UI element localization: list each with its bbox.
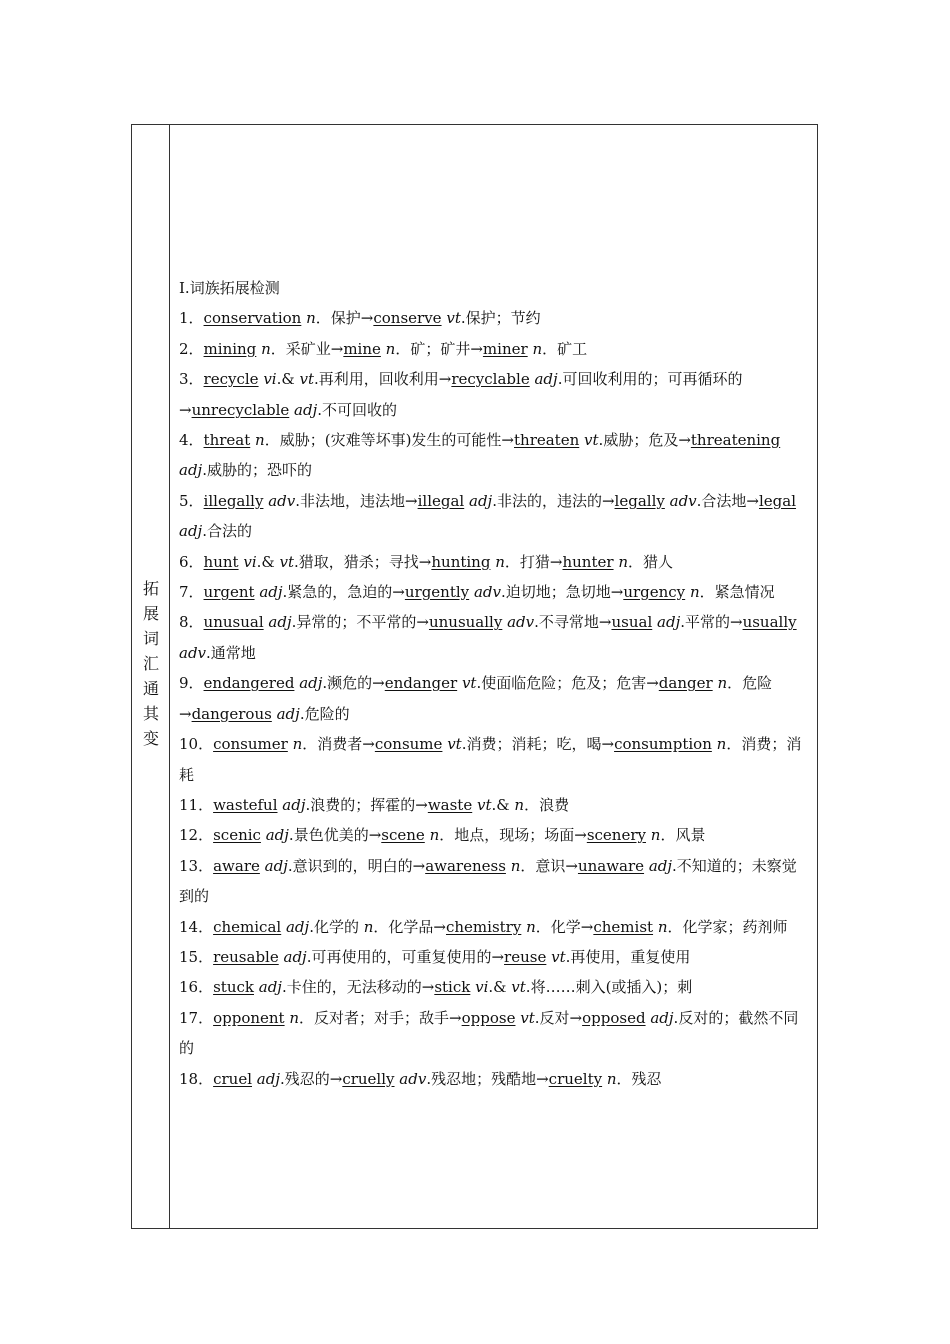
entry-text: .可再使用的，可重复使用的→: [306, 947, 505, 966]
answer-word: recyclable: [451, 370, 530, 389]
answer-word: oppose: [461, 1008, 516, 1027]
part-of-speech: n: [514, 795, 525, 814]
answer-word: chemistry: [445, 917, 522, 936]
entry-text: ．化学品→: [373, 917, 446, 936]
answer-word: urgent: [203, 583, 255, 602]
answer-word: wasteful: [213, 795, 278, 814]
answer-word: stuck: [213, 978, 254, 997]
part-of-speech: n: [289, 1008, 300, 1027]
answer-word: danger: [658, 674, 713, 693]
answer-word: waste: [427, 795, 473, 814]
answer-word: recycle: [203, 370, 259, 389]
answer-word: illegal: [417, 491, 465, 510]
answer-word: reusable: [213, 947, 279, 966]
part-of-speech: n: [606, 1069, 617, 1088]
part-of-speech: vt: [511, 978, 526, 997]
entry-text: .卡住的，无法移动的→: [281, 978, 435, 997]
part-of-speech: n: [292, 735, 303, 754]
part-of-speech: adv: [669, 491, 697, 510]
entry-text: .&: [488, 978, 512, 997]
answer-word: stick: [434, 978, 471, 997]
entry-text: 11．: [179, 795, 214, 814]
answer-word: consumption: [614, 735, 712, 754]
entry-text: .合法的: [202, 522, 252, 541]
part-of-speech: adj: [179, 522, 203, 541]
entry-text: .再使用，重复使用: [565, 947, 691, 966]
part-of-speech: n: [495, 552, 505, 571]
entry-text: ．风景: [660, 826, 706, 845]
word-family-entry: [179, 364, 811, 425]
entry-text: 18．: [179, 1069, 214, 1088]
part-of-speech: adv: [179, 643, 207, 662]
entry-text: .威胁；危及→: [598, 431, 691, 450]
entry-text: .非法的，违法的→: [492, 491, 615, 510]
side-label-char: 汇: [142, 654, 159, 673]
side-label-cell: [132, 125, 170, 1228]
entry-text: .使面临危险；危及；危害→: [476, 674, 659, 693]
part-of-speech: adj: [534, 370, 558, 389]
part-of-speech: adv: [473, 583, 501, 602]
entry-text: .反对的；截然不同的: [179, 1008, 799, 1058]
part-of-speech: adj: [179, 461, 203, 480]
part-of-speech: n: [689, 583, 700, 602]
part-of-speech: n: [261, 339, 271, 358]
entry-text: 6．: [179, 552, 204, 571]
answer-word: scenic: [213, 826, 261, 845]
part-of-speech: adj: [469, 491, 493, 510]
word-family-entry: [179, 820, 811, 850]
worksheet-table: [131, 124, 818, 1229]
part-of-speech: vt: [447, 735, 462, 754]
entry-text: .异常的；不平常的→: [291, 613, 429, 632]
entry-text: .意识到的，明白的→: [287, 856, 426, 875]
word-family-entry: [179, 668, 811, 729]
part-of-speech: n: [255, 431, 265, 450]
part-of-speech: vt: [461, 674, 477, 693]
entry-text: .通常地: [206, 643, 256, 662]
entry-text: .危险的: [299, 704, 350, 723]
answer-word: unaware: [577, 856, 645, 875]
part-of-speech: adj: [285, 917, 310, 936]
entry-text: ．残忍: [616, 1069, 662, 1088]
entry-text: 8．: [179, 613, 204, 632]
entry-text: ．紧急情况: [699, 583, 775, 602]
entry-text: .再利用，回收利用→: [314, 370, 452, 389]
entry-text: .可回收利用的；可再循环的→: [179, 370, 743, 419]
part-of-speech: adj: [294, 400, 318, 419]
answer-word: mine: [343, 339, 381, 358]
entry-text: 17．: [179, 1008, 214, 1027]
entry-text: ．消费；消耗: [179, 735, 802, 784]
side-label-char: 其: [142, 704, 159, 723]
word-family-entry: [179, 729, 811, 790]
answer-word: chemist: [593, 917, 654, 936]
answer-word: consume: [374, 735, 443, 754]
entry-text: 9．: [179, 674, 204, 693]
answer-word: legally: [614, 491, 665, 510]
answer-word: endanger: [384, 674, 458, 693]
entry-text: .威胁的；恐吓的: [202, 461, 312, 480]
side-label-char: 通: [142, 679, 159, 698]
answer-word: threaten: [514, 431, 580, 450]
entry-text: 5．: [179, 491, 204, 510]
section-heading: Ⅰ.词族拓展检测: [179, 279, 280, 297]
side-label-char: 变: [142, 729, 159, 748]
entry-text: .不知道的；未察觉到的: [179, 856, 797, 906]
part-of-speech: vt: [520, 1008, 535, 1027]
entry-text: ．猎人: [628, 552, 674, 571]
entry-text: .濒危的→: [322, 674, 385, 693]
part-of-speech: adj: [256, 1069, 280, 1088]
answer-word: hunter: [562, 552, 614, 571]
answer-word: opposed: [582, 1008, 646, 1027]
answer-word: cruelly: [342, 1069, 395, 1088]
entry-text: 12．: [179, 826, 214, 845]
part-of-speech: n: [650, 826, 661, 845]
word-family-entry: [179, 1064, 811, 1094]
answer-word: mining: [203, 339, 257, 358]
part-of-speech: adj: [268, 613, 292, 632]
entry-text: 14．: [179, 917, 214, 936]
answer-word: endangered: [203, 674, 295, 693]
entry-text: .将……刺入(或插入)；刺: [525, 978, 693, 997]
part-of-speech: adj: [259, 583, 283, 602]
entry-text: 15．: [179, 947, 214, 966]
entry-text: .&: [256, 552, 280, 571]
word-family-entry: [179, 486, 811, 547]
entry-text: .紧急的，急迫的→: [282, 583, 405, 602]
part-of-speech: n: [618, 552, 628, 571]
answer-word: threat: [203, 431, 251, 450]
word-family-entry: [179, 577, 811, 607]
answer-word: urgency: [623, 583, 686, 602]
answer-word: reuse: [504, 947, 547, 966]
part-of-speech: n: [306, 309, 316, 328]
word-family-entry: [179, 334, 811, 364]
entry-text: .残忍地；残酷地→: [426, 1069, 549, 1088]
entry-text: 2．: [179, 339, 204, 358]
answer-word: cruel: [213, 1069, 252, 1088]
entry-text: 16．: [179, 978, 214, 997]
answer-word: miner: [482, 339, 528, 358]
part-of-speech: n: [657, 917, 668, 936]
entry-text: ．矿；矿井→: [395, 339, 483, 358]
answer-word: hunting: [431, 552, 491, 571]
entry-text: .不寻常地→: [534, 613, 612, 632]
part-of-speech: n: [526, 917, 536, 936]
answer-word: dangerous: [191, 704, 272, 723]
answer-word: threatening: [690, 431, 781, 450]
part-of-speech: n: [363, 917, 374, 936]
entry-text: ．地点，现场；场面→: [439, 826, 587, 845]
answer-word: unrecyclable: [191, 400, 290, 419]
answer-word: aware: [213, 856, 260, 875]
part-of-speech: vt: [584, 431, 599, 450]
word-family-entry: [179, 425, 811, 486]
entry-text: ．意识→: [520, 856, 578, 875]
answer-word: conserve: [373, 309, 442, 328]
answer-word: consumer: [213, 735, 288, 754]
entry-text: .&: [276, 370, 300, 389]
part-of-speech: adv: [399, 1069, 427, 1088]
part-of-speech: vt: [477, 795, 492, 814]
answer-word: chemical: [213, 917, 282, 936]
entry-text: ．化学家；药剂师: [667, 917, 788, 936]
entry-text: .迫切地；急切地→: [500, 583, 624, 602]
part-of-speech: vt: [551, 947, 566, 966]
part-of-speech: adj: [258, 978, 282, 997]
part-of-speech: vi: [263, 370, 277, 389]
word-family-entry: [179, 972, 811, 1002]
part-of-speech: vt: [299, 370, 315, 389]
answer-word: hunt: [203, 552, 239, 571]
side-label-char: 拓: [142, 579, 159, 598]
entry-text: 3．: [179, 370, 204, 389]
entry-text: .非法地，违法地→: [295, 491, 418, 510]
answer-word: unusual: [203, 613, 264, 632]
part-of-speech: vi: [475, 978, 489, 997]
entry-text: .化学的: [309, 917, 364, 936]
answer-word: opponent: [213, 1008, 285, 1027]
part-of-speech: n: [717, 674, 728, 693]
entry-text: .反对→: [534, 1008, 583, 1027]
entry-text: .平常的→: [680, 613, 743, 632]
entry-text: ．矿工: [542, 339, 588, 358]
entry-text: .保护；节约: [460, 309, 541, 328]
part-of-speech: adj: [650, 1008, 674, 1027]
entry-text: .不可回收的: [317, 400, 398, 419]
entry-text: 13．: [179, 856, 214, 875]
word-family-list: [179, 303, 811, 1094]
answer-word: conservation: [203, 309, 302, 328]
word-family-entry: [179, 790, 811, 820]
answer-word: usual: [611, 613, 653, 632]
entry-text: .消费；消耗；吃，喝→: [461, 735, 615, 754]
word-family-entry: [179, 851, 811, 912]
entry-text: ．化学→: [535, 917, 594, 936]
entry-text: 1．: [179, 309, 204, 328]
part-of-speech: adj: [265, 826, 289, 845]
part-of-speech: vt: [279, 552, 295, 571]
answer-word: scene: [381, 826, 425, 845]
entry-text: .合法地→: [696, 491, 759, 510]
entry-text: ．浪费: [524, 795, 570, 814]
entry-text: ．采矿业→: [270, 339, 344, 358]
part-of-speech: adj: [648, 856, 673, 875]
entry-text: .浪费的；挥霍的→: [305, 795, 428, 814]
answer-word: cruelty: [548, 1069, 603, 1088]
entry-text: ．反对者；对手；敌手→: [299, 1008, 462, 1027]
entry-text: ．打猎→: [504, 552, 563, 571]
answer-word: urgently: [404, 583, 470, 602]
side-label-char: 词: [142, 629, 159, 648]
word-family-entry: [179, 942, 811, 972]
part-of-speech: n: [429, 826, 440, 845]
word-family-entry: [179, 547, 811, 577]
word-family-entry: [179, 303, 811, 333]
part-of-speech: adj: [276, 704, 300, 723]
part-of-speech: adj: [283, 947, 307, 966]
entry-text: .景色优美的→: [288, 826, 382, 845]
part-of-speech: vi: [243, 552, 257, 571]
entry-text: 10．: [179, 735, 214, 754]
entry-text: .&: [491, 795, 515, 814]
answer-word: unusually: [428, 613, 503, 632]
side-label: [132, 576, 170, 751]
answer-word: scenery: [586, 826, 646, 845]
entry-text: ．威胁；(灾难等坏事)发生的可能性→: [264, 431, 514, 450]
entry-text: 7．: [179, 583, 204, 602]
part-of-speech: vt: [446, 309, 461, 328]
part-of-speech: adv: [268, 491, 296, 510]
part-of-speech: adj: [264, 856, 288, 875]
word-family-entry: [179, 912, 811, 942]
answer-word: awareness: [425, 856, 506, 875]
part-of-speech: n: [385, 339, 396, 358]
answer-word: legal: [759, 491, 797, 510]
entry-text: .残忍的→: [279, 1069, 343, 1088]
part-of-speech: n: [532, 339, 543, 358]
entry-text: .猎取，猎杀；寻找→: [294, 552, 432, 571]
part-of-speech: n: [716, 735, 727, 754]
side-label-char: 展: [142, 604, 159, 623]
part-of-speech: adj: [299, 674, 323, 693]
answer-word: illegally: [203, 491, 264, 510]
entry-text: 4．: [179, 431, 204, 450]
word-family-entry: [179, 1003, 811, 1064]
entry-text: ．消费者→: [302, 735, 375, 754]
part-of-speech: adj: [282, 795, 306, 814]
entry-text: ．保护→: [315, 309, 374, 328]
part-of-speech: n: [510, 856, 521, 875]
answer-word: usually: [742, 613, 797, 632]
part-of-speech: adv: [507, 613, 535, 632]
content-cell: [179, 273, 811, 1094]
entry-text: ．危险→: [179, 674, 773, 723]
word-family-entry: [179, 607, 811, 668]
part-of-speech: adj: [657, 613, 681, 632]
